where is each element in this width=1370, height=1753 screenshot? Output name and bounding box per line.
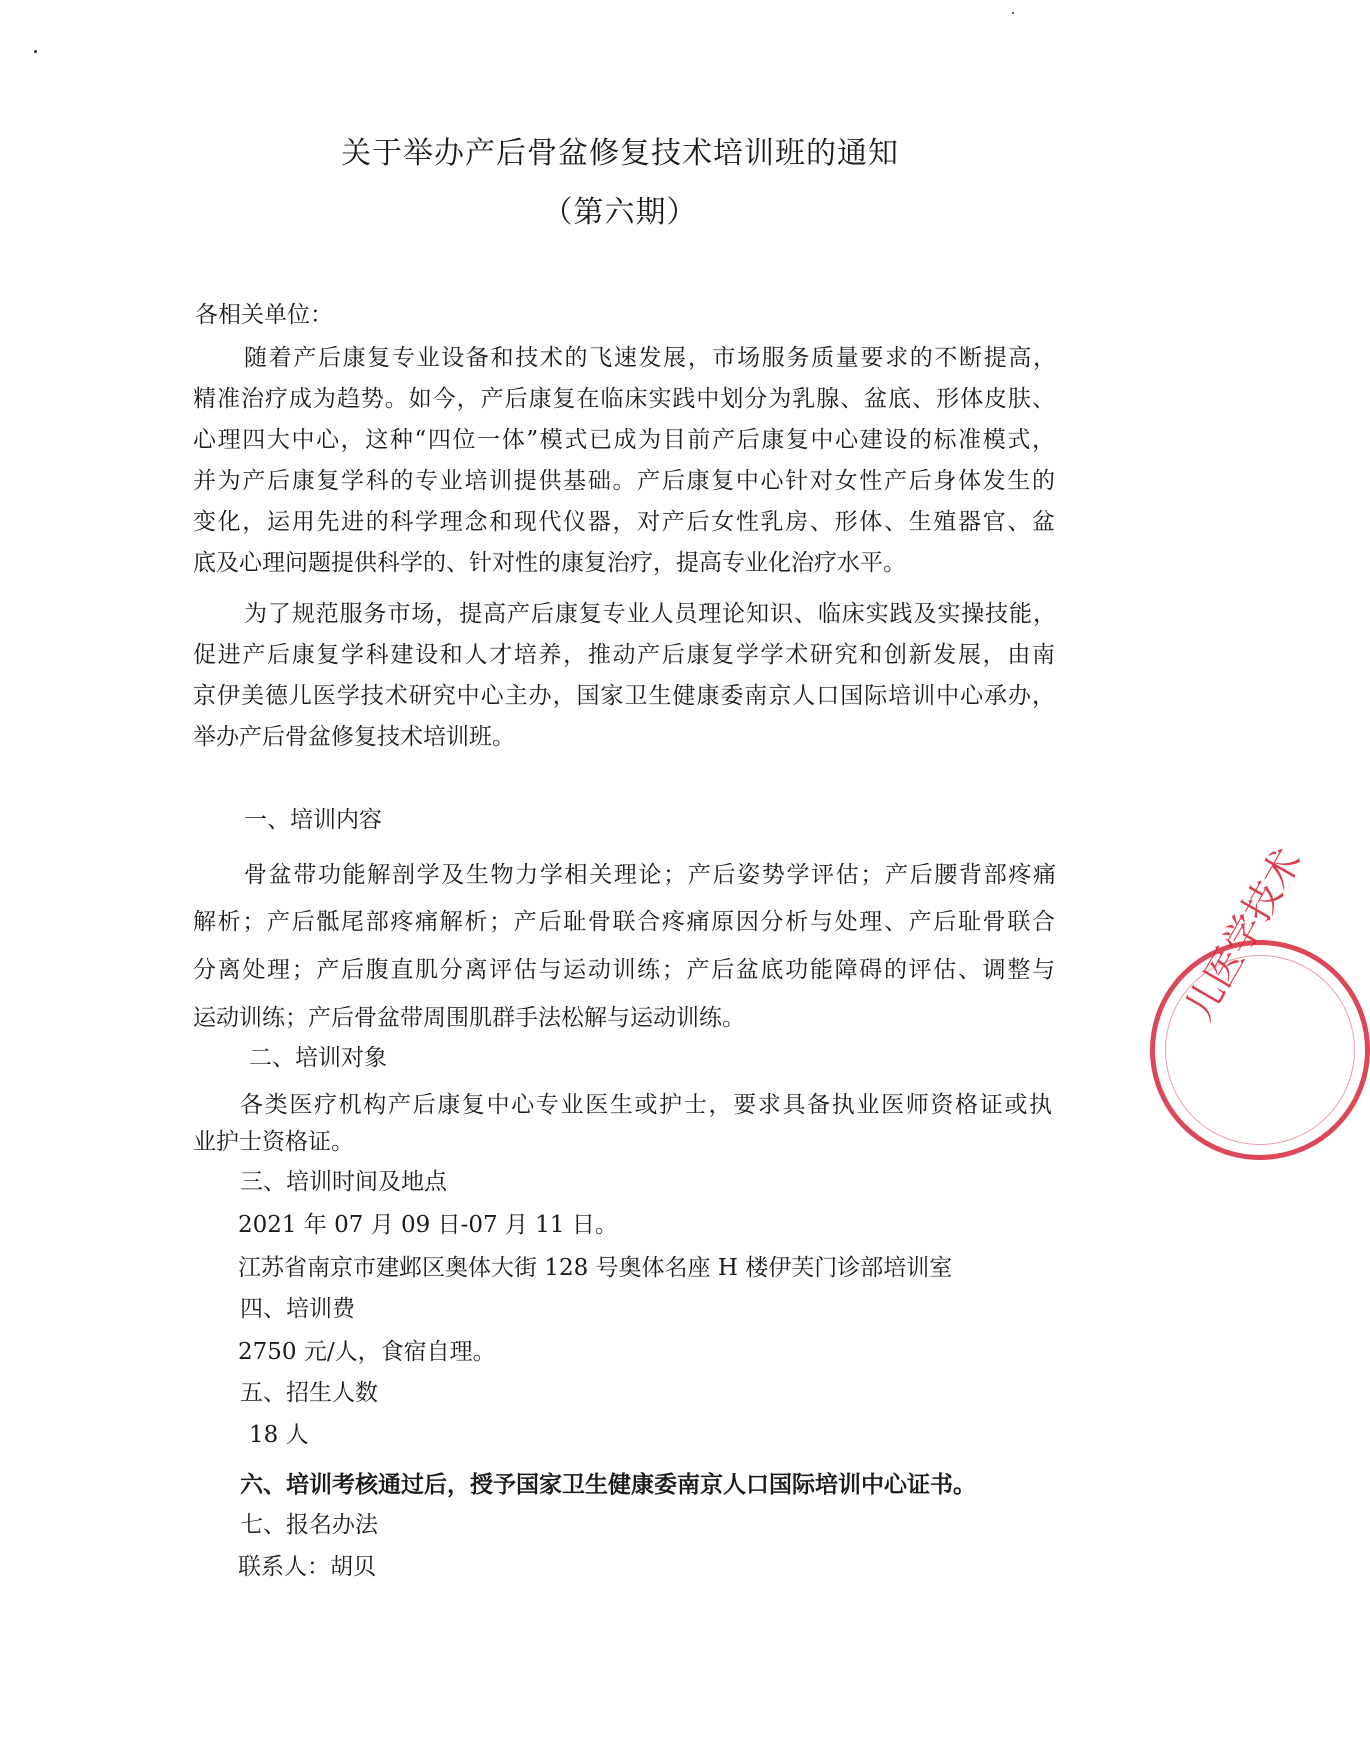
section-body-line: 运动训练；产后骨盆带周围肌群手法松解与运动训练。 — [193, 1005, 745, 1031]
paragraph-line: 随着产后康复专业设备和技术的飞速发展，市场服务质量要求的不断提高， — [244, 345, 1056, 371]
section-heading: 六、培训考核通过后，授予国家卫生健康委南京人口国际培训中心证书。 — [240, 1472, 976, 1498]
section-heading: 三、培训时间及地点 — [240, 1169, 447, 1195]
scan-speck — [1012, 12, 1014, 14]
scan-speck — [34, 50, 37, 53]
paragraph-line: 举办产后骨盆修复技术培训班。 — [193, 724, 515, 750]
section-body-line: 各类医疗机构产后康复中心专业医生或护士，要求具备执业医师资格证或执 — [240, 1092, 1052, 1118]
section-heading: 一、培训内容 — [244, 807, 382, 833]
enrollment-count: 18 人 — [249, 1422, 309, 1448]
section-heading: 四、培训费 — [240, 1296, 355, 1322]
document-subtitle: （第六期） — [542, 195, 698, 230]
salutation: 各相关单位： — [195, 302, 333, 328]
section-body-line: 解析；产后骶尾部疼痛解析；产后耻骨联合疼痛原因分析与处理、产后耻骨联合 — [193, 909, 1055, 935]
paragraph-line: 底及心理问题提供科学的、针对性的康复治疗，提高专业化治疗水平。 — [193, 550, 906, 576]
section-body-line: 业护士资格证。 — [193, 1129, 354, 1155]
training-date: 2021 年 07 月 09 日-07 月 11 日。 — [238, 1212, 618, 1238]
section-heading: 二、培训对象 — [249, 1045, 387, 1071]
paragraph-line: 京伊美德儿医学技术研究中心主办，国家卫生健康委南京人口国际培训中心承办， — [193, 683, 1055, 709]
paragraph-line: 促进产后康复学科建设和人才培养，推动产后康复学学术研究和创新发展，由南 — [193, 642, 1055, 668]
paragraph-line: 心理四大中心，这种“四位一体”模式已成为目前产后康复中心建设的标准模式， — [193, 427, 1055, 453]
paragraph-line: 并为产后康复学科的专业培训提供基础。产后康复中心针对女性产后身体发生的 — [193, 468, 1055, 494]
document-title: 关于举办产后骨盆修复技术培训班的通知 — [341, 136, 899, 171]
training-fee: 2750 元/人，食宿自理。 — [238, 1339, 496, 1365]
contact-person: 联系人：胡贝 — [238, 1554, 376, 1580]
official-seal — [1150, 840, 1370, 1160]
seal-text: 儿医学技术 — [1176, 840, 1310, 1028]
paragraph-line: 变化，运用先进的科学理念和现代仪器，对产后女性乳房、形体、生殖器官、盆 — [193, 509, 1055, 535]
section-heading: 七、报名办法 — [240, 1512, 378, 1538]
paragraph-line: 精准治疗成为趋势。如今，产后康复在临床实践中划分为乳腺、盆底、形体皮肤、 — [193, 386, 1055, 412]
section-body-line: 骨盆带功能解剖学及生物力学相关理论；产后姿势学评估；产后腰背部疼痛 — [244, 862, 1056, 888]
section-heading: 五、招生人数 — [240, 1380, 378, 1406]
section-body-line: 分离处理；产后腹直肌分离评估与运动训练；产后盆底功能障碍的评估、调整与 — [193, 957, 1055, 983]
training-location: 江苏省南京市建邺区奥体大街 128 号奥体名座 H 楼伊芙门诊部培训室 — [238, 1255, 953, 1281]
paragraph-line: 为了规范服务市场，提高产后康复专业人员理论知识、临床实践及实操技能， — [244, 601, 1056, 627]
